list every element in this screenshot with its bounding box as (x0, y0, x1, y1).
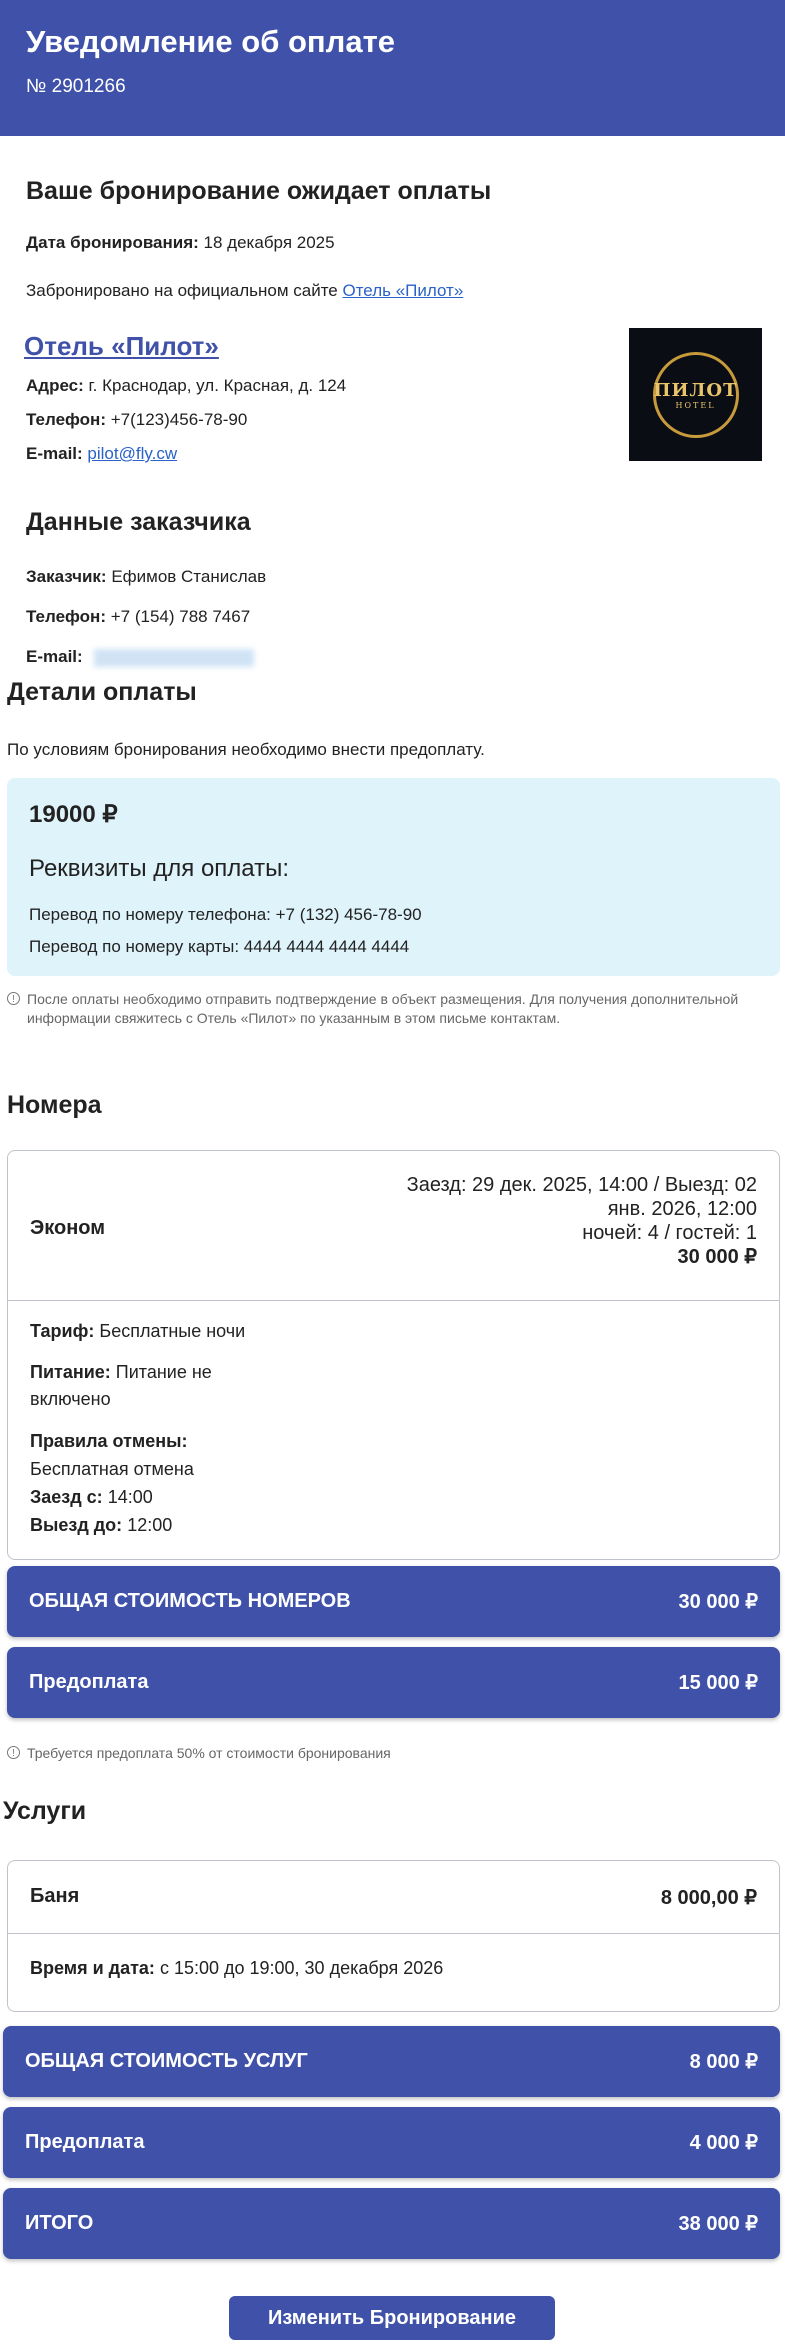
grand-total-label: ИТОГО (25, 2212, 94, 2234)
service-time-label: Время и дата: (30, 1958, 155, 1978)
service-divider (8, 1933, 779, 1934)
hotel-address-label: Адрес: (26, 376, 84, 395)
payment-details-title: Реквизиты для оплаты: (29, 855, 290, 882)
room-dates-line1: Заезд: 29 дек. 2025, 14:00 / Выезд: 02 (406, 1174, 757, 1196)
rooms-total-bar (7, 1566, 780, 1637)
room-price: 30 000 ₽ (677, 1246, 757, 1268)
service-time (30, 1958, 443, 1979)
page-title: Уведомление об оплате (26, 24, 396, 59)
room-cancel-value: Бесплатная отмена (30, 1459, 194, 1479)
prepay-info-text: Требуется предоплата 50% от стоимости бронирования (27, 1745, 391, 1761)
room-checkout-value: 12:00 (127, 1515, 173, 1535)
service-card (7, 1860, 780, 2012)
rooms-prepay-value: 15 000 ₽ (678, 1672, 758, 1694)
customer-name-label: Заказчик: (26, 567, 107, 586)
payment-info-text: После оплаты необходимо отправить подтверждение в объект размещения. Для получения дополнительной информации свяжитесь с Отель «Пилот» по указанным в этом письме контактам. (27, 991, 739, 1026)
room-dates-line2: янв. 2026, 12:00 (607, 1198, 757, 1220)
services-total-bar (3, 2026, 780, 2097)
services-total-label: ОБЩАЯ СТОИМОСТЬ УСЛУГ (25, 2050, 308, 2072)
hotel-email (26, 444, 177, 464)
customer-phone-value: +7 (154) 788 7467 (110, 607, 251, 626)
room-food-value-1: Питание не (115, 1362, 212, 1382)
hotel-email-link[interactable]: pilot@fly.cw (87, 444, 178, 463)
hotel-phone-label: Телефон: (26, 410, 106, 429)
room-nights-guests: ночей: 4 / гостей: 1 (582, 1222, 757, 1244)
logo-text: ПИЛОТ (653, 379, 738, 401)
booking-date-label: Дата бронирования: (26, 233, 199, 252)
hotel-address (26, 376, 346, 396)
edit-booking-button[interactable]: Изменить Бронирование (229, 2296, 555, 2340)
room-tariff (30, 1321, 245, 1342)
room-dates (407, 1173, 757, 1269)
room-cancel (30, 1427, 194, 1539)
service-time-value: с 15:00 до 19:00, 30 декабря 2026 (159, 1958, 444, 1978)
customer-phone-label: Телефон: (26, 607, 106, 626)
payment-amount: 19000 ₽ (29, 801, 118, 828)
customer-name-value: Ефимов Станислав (111, 567, 267, 586)
booking-date-value: 18 декабря 2025 (203, 233, 335, 252)
rooms-heading: Номера (7, 1091, 102, 1119)
room-name: Эконом (30, 1217, 106, 1239)
customer-email (26, 647, 83, 667)
room-tariff-value: Бесплатные ночи (99, 1321, 246, 1341)
info-icon: ! (7, 992, 20, 1005)
room-card (7, 1150, 780, 1560)
services-heading: Услуги (3, 1797, 87, 1825)
prepay-info-note (7, 1744, 777, 1763)
rooms-prepay-label: Предоплата (29, 1671, 149, 1693)
room-tariff-label: Тариф: (30, 1321, 95, 1341)
room-cancel-label: Правила отмены: (30, 1431, 188, 1451)
rooms-prepay-bar (7, 1647, 780, 1718)
booking-site-text: Забронировано на официальном сайте (26, 281, 338, 300)
info-icon: ! (7, 1746, 20, 1759)
hotel-phone (26, 410, 247, 430)
hotel-email-label: E-mail: (26, 444, 83, 463)
room-checkin-value: 14:00 (107, 1487, 153, 1507)
booking-heading: Ваше бронирование ожидает оплаты (26, 177, 492, 205)
room-divider (8, 1300, 779, 1301)
logo-subtext: HOTEL (675, 400, 716, 410)
services-prepay-value: 4 000 ₽ (689, 2132, 758, 2154)
notification-number: № 2901266 (26, 76, 126, 97)
phone-transfer: Перевод по номеру телефона: +7 (132) 456-78-90 (29, 905, 422, 924)
payment-info-note (7, 990, 777, 1028)
room-food-value-2: включено (30, 1389, 111, 1409)
payment-note: По условиям бронирования необходимо внести предоплату. (7, 740, 485, 759)
hotel-site-link[interactable]: Отель «Пилот» (342, 281, 464, 300)
room-food (30, 1359, 212, 1413)
room-checkout-label: Выезд до: (30, 1515, 123, 1535)
payment-heading: Детали оплаты (7, 678, 197, 706)
customer-email-redacted (94, 649, 254, 667)
rooms-total-label: ОБЩАЯ СТОИМОСТЬ НОМЕРОВ (29, 1590, 351, 1612)
services-total-value: 8 000 ₽ (689, 2051, 758, 2073)
customer-phone (26, 607, 250, 627)
rooms-total-value: 30 000 ₽ (678, 1591, 758, 1613)
services-prepay-bar (3, 2107, 780, 2178)
hotel-address-value: г. Краснодар, ул. Красная, д. 124 (88, 376, 347, 395)
services-prepay-label: Предоплата (25, 2131, 145, 2153)
service-price: 8 000,00 ₽ (660, 1887, 757, 1909)
header-banner (0, 0, 785, 136)
hotel-phone-value: +7(123)456-78-90 (110, 410, 248, 429)
hotel-logo (629, 328, 762, 461)
logo-emblem-icon (653, 352, 739, 438)
booking-date (26, 233, 335, 253)
customer-email-label: E-mail: (26, 647, 83, 666)
card-transfer: Перевод по номеру карты: 4444 4444 4444 4444 (29, 937, 410, 956)
grand-total-value: 38 000 ₽ (678, 2213, 758, 2235)
booking-site-line (26, 281, 463, 301)
room-food-label: Питание: (30, 1362, 111, 1382)
hotel-name-link[interactable]: Отель «Пилот» (24, 331, 219, 361)
customer-name (26, 567, 266, 587)
payment-details-box (7, 778, 780, 976)
service-name: Баня (30, 1885, 80, 1907)
customer-heading: Данные заказчика (26, 508, 251, 536)
grand-total-bar (3, 2188, 780, 2259)
room-checkin-label: Заезд с: (30, 1487, 103, 1507)
